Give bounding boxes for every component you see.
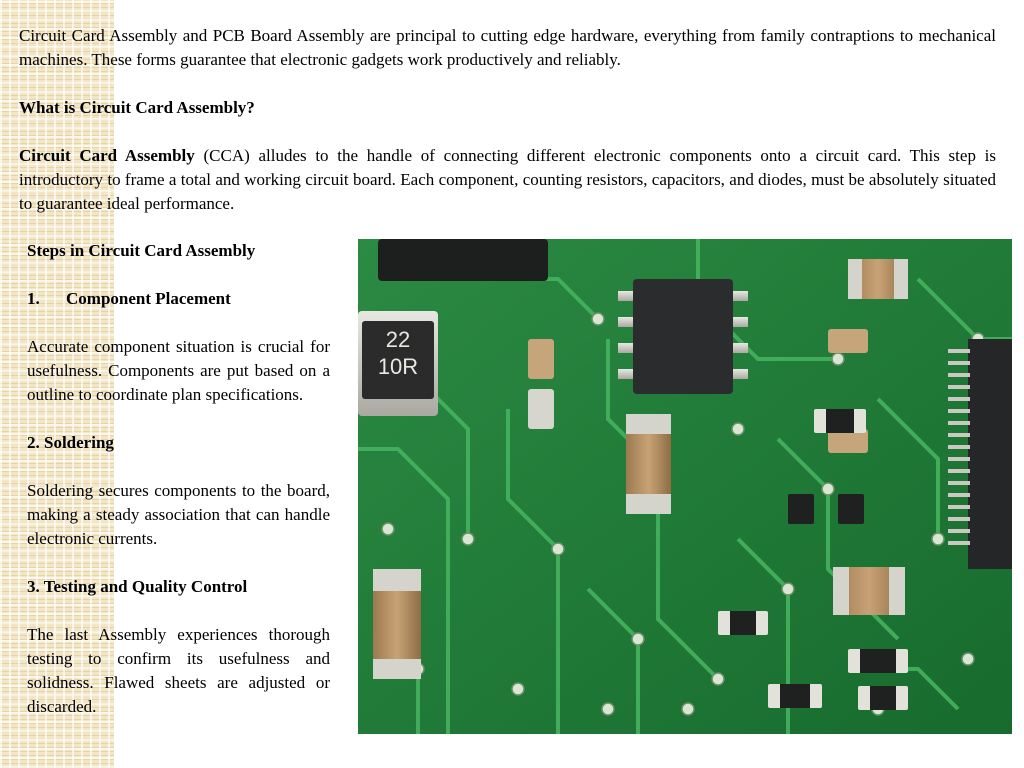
step3-text: The last Assembly experiences thorough testing to confirm its usefulness and solidness. Flawed sheets are adjusted or discarded. xyxy=(27,625,330,716)
inductor-label-line1: 22 xyxy=(385,327,411,352)
black-component-top xyxy=(378,239,548,281)
step2-text: Soldering secures components to the board, making a steady association that can handle electronic currents. xyxy=(27,481,330,548)
section-heading-what-is-cca: What is Circuit Card Assembly? xyxy=(19,98,255,117)
step1-title xyxy=(27,287,330,311)
definition-paragraph xyxy=(19,144,996,216)
intro-section xyxy=(19,24,996,216)
step1-title-text: Component Placement xyxy=(66,289,231,308)
definition-text: (CCA) alludes to the handle of connecting different electronic components onto a circuit card. This step is introductory to frame a total and working circuit board. Each component, counting resistors, capacitors, and diodes, must be absolutely situated to guarantee ideal performance. xyxy=(19,146,996,213)
inductor-22-10r xyxy=(358,311,438,416)
intro-paragraph: Circuit Card Assembly and PCB Board Assembly are principal to cutting edge hardware, everything from family contraptions to mechanical machines. These forms guarantee that electronic gadgets work productively and reliably. xyxy=(19,26,996,69)
step2-title: 2. Soldering xyxy=(27,433,114,452)
circuit-board-photo xyxy=(358,239,1012,734)
step1-text: Accurate component situation is crucial for usefulness. Components are put based on a outline to coordinate plan specifications. xyxy=(27,337,330,404)
step1-number: 1. xyxy=(27,289,40,308)
inductor-label-line2: 10R xyxy=(377,354,419,379)
step3-title: 3. Testing and Quality Control xyxy=(27,577,248,596)
steps-section xyxy=(27,239,330,719)
steps-heading: Steps in Circuit Card Assembly xyxy=(27,241,256,260)
definition-term: Circuit Card Assembly xyxy=(19,146,195,165)
soic-chip xyxy=(618,279,748,394)
